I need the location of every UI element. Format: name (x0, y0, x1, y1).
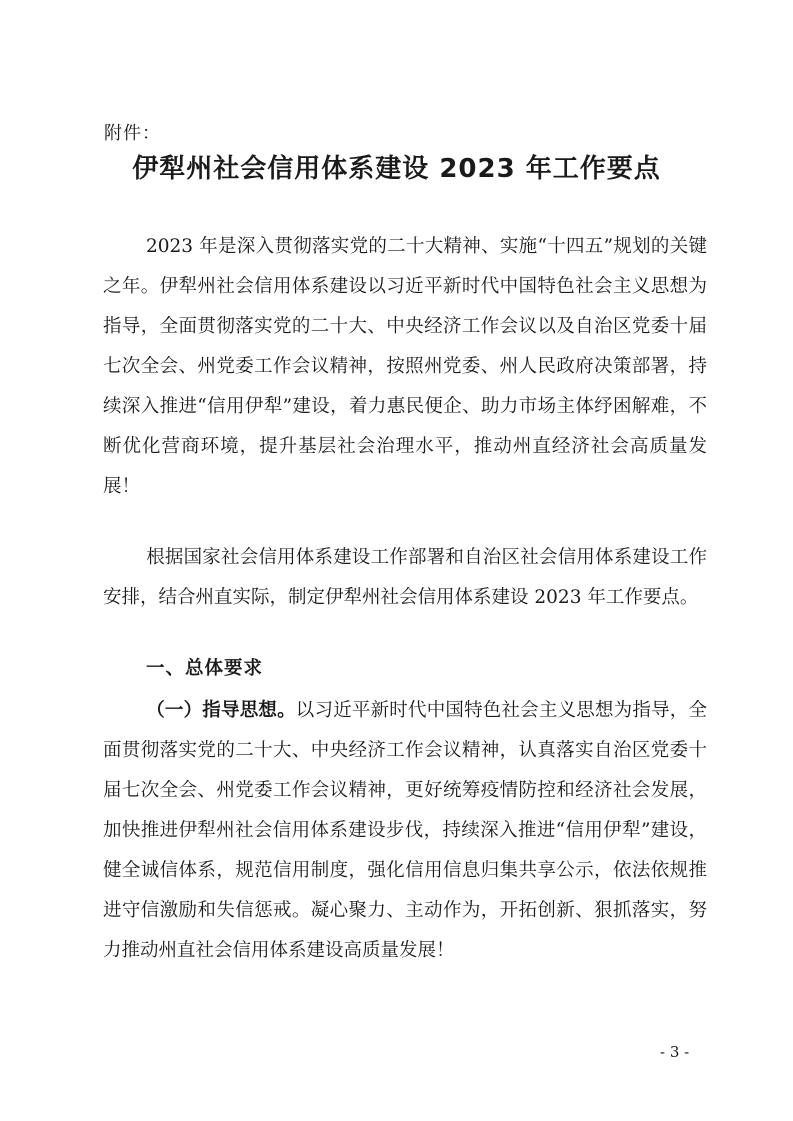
body-paragraph-2 (103, 538, 707, 618)
paragraph-2-text: 根据国家社会信用体系建设工作部署和自治区社会信用体系建设工作安排，结合州直实际，制定伊犁州社会信用体系建设 2023 年工作要点。 (103, 547, 707, 608)
subsection-text: 以习近平新时代中国特色社会主义思想为指导，全面贯彻落实党的二十大、中央经济工作会议精神，认真落实自治区党委十届七次全会、州党委工作会议精神，更好统筹疫情防控和经济社会发展，加快推进伊犁州社会信用体系建设步伐，持续深入推进“信用伊犁”建设，健全诚信体系，规范信用制度，强化信用信息归集共享公示，依法依规推进守信激励和失信惩戒。凝心聚力、主动作为，开拓创新、狠抓落实，努力推动州直社会信用体系建设高质量发展！ (103, 700, 707, 961)
attachment-label: 附件： (104, 123, 161, 144)
document-title: 伊犁州社会信用体系建设 2023 年工作要点 (132, 154, 661, 184)
body-paragraph-3 (103, 691, 707, 971)
subsection-heading: （一）指导思想。 (146, 700, 296, 721)
paragraph-1-text: 2023 年是深入贯彻落实党的二十大精神、实施“十四五”规划的关键之年。伊犁州社会信用体系建设以习近平新时代中国特色社会主义思想为指导，全面贯彻落实党的二十大、中央经济工作会议以及自治区党委十届七次全会、州党委工作会议精神，按照州党委、州人民政府决策部署，持续深入推进“信用伊犁”建设，着力惠民便企、助力市场主体纾困解难，不断优化营商环境，提升基层社会治理水平，推动州直经济社会高质量发展！ (103, 236, 707, 497)
body-paragraph-1 (103, 227, 707, 507)
section-heading: 一、总体要求 (146, 658, 264, 679)
page-number: - 3 - (660, 1043, 690, 1061)
